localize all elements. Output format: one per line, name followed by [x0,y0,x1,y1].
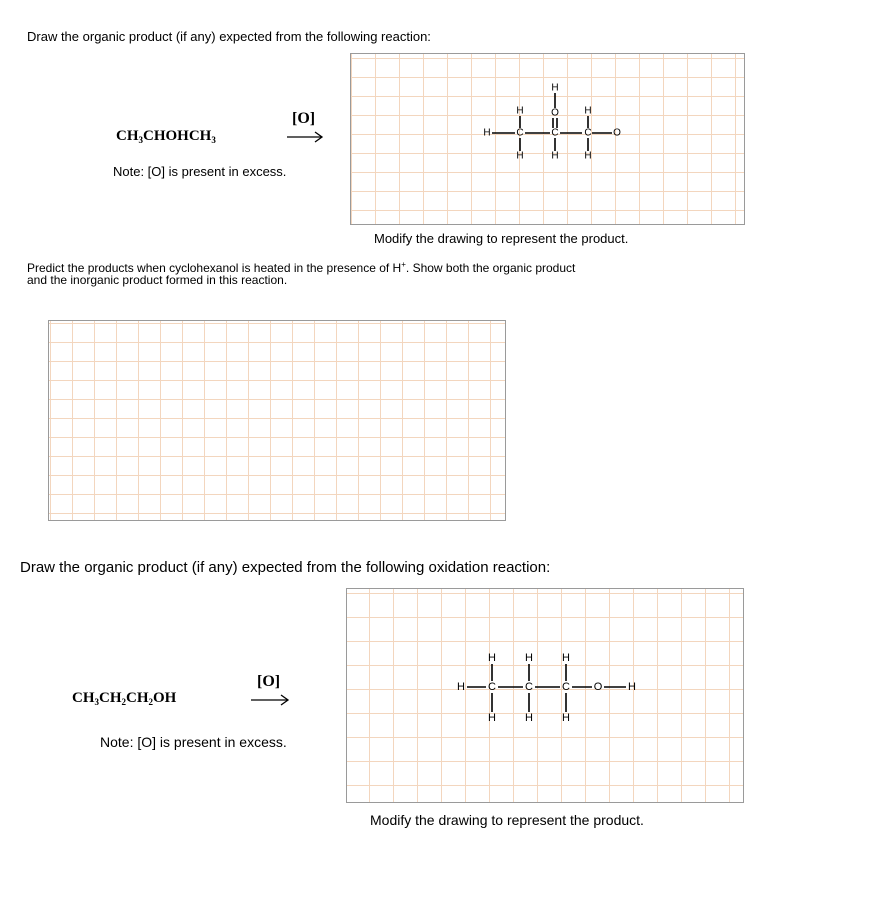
formula-part: CH [116,128,139,144]
formula-subscript: 3 [94,697,99,707]
atom-label[interactable]: C [488,681,496,693]
q3-molecule [347,589,745,804]
q1-prompt: Draw the organic product (if any) expected from the following reaction: [27,29,431,44]
atom-label[interactable]: H [551,82,559,94]
atom-label[interactable]: C [516,127,524,139]
atom-label[interactable]: H [516,105,524,117]
q3-caption: Modify the drawing to represent the product. [370,812,644,828]
atom-label[interactable]: H [562,712,570,724]
atom-label[interactable]: H [584,105,592,117]
formula-part: CH [126,690,149,706]
prompt-text: . Show both the organic product [405,261,576,275]
atom-label[interactable]: H [562,652,570,664]
atom-label[interactable]: O [613,127,621,139]
reaction-arrow-icon [286,131,324,143]
q1-reagent: [O] [292,110,316,127]
q1-reactant-formula [116,128,216,145]
atom-label[interactable]: O [551,107,559,119]
formula-part: CH [72,690,95,706]
q2-drawing-canvas[interactable] [48,320,506,521]
atom-label[interactable]: H [525,652,533,664]
atom-label[interactable]: H [628,681,636,693]
atom-label[interactable]: H [483,127,491,139]
q1-molecule [351,54,746,226]
formula-subscript: 3 [138,135,143,145]
q3-reactant-formula [72,690,176,707]
q3-drawing-canvas[interactable] [346,588,744,803]
atom-label[interactable]: H [551,150,559,162]
atom-label[interactable]: C [584,127,592,139]
formula-part: CH [99,690,122,706]
formula-subscript: 2 [121,697,126,707]
superscript: + [401,260,406,269]
q1-note: Note: [O] is present in excess. [113,164,287,179]
atom-label[interactable]: H [457,681,465,693]
formula-part: CHOHCH [143,128,212,144]
atom-label[interactable]: H [488,712,496,724]
formula-part: OH [153,690,177,706]
formula-subscript: 2 [148,697,153,707]
atom-label[interactable]: H [525,712,533,724]
q3-reagent: [O] [257,673,281,690]
q2-prompt-line2: and the inorganic product formed in this reaction. [27,273,288,287]
atom-label[interactable]: O [593,681,603,693]
atom-label[interactable]: H [584,150,592,162]
q3-prompt: Draw the organic product (if any) expected from the following oxidation reaction: [20,559,551,576]
q2-prompt [27,259,575,286]
atom-label[interactable]: C [551,127,559,139]
q1-drawing-canvas[interactable] [350,53,745,225]
atom-label[interactable]: C [562,681,570,693]
prompt-text: Predict the products when cyclohexanol is heated in the presence of H [27,261,402,275]
reaction-arrow-icon [250,694,290,706]
atom-label[interactable]: C [525,681,533,693]
q2-prompt-line1 [27,259,575,274]
formula-subscript: 3 [211,135,216,145]
atom-label[interactable]: H [488,652,496,664]
q1-caption: Modify the drawing to represent the product. [374,231,629,246]
q3-note: Note: [O] is present in excess. [100,734,287,750]
atom-label[interactable]: H [516,150,524,162]
